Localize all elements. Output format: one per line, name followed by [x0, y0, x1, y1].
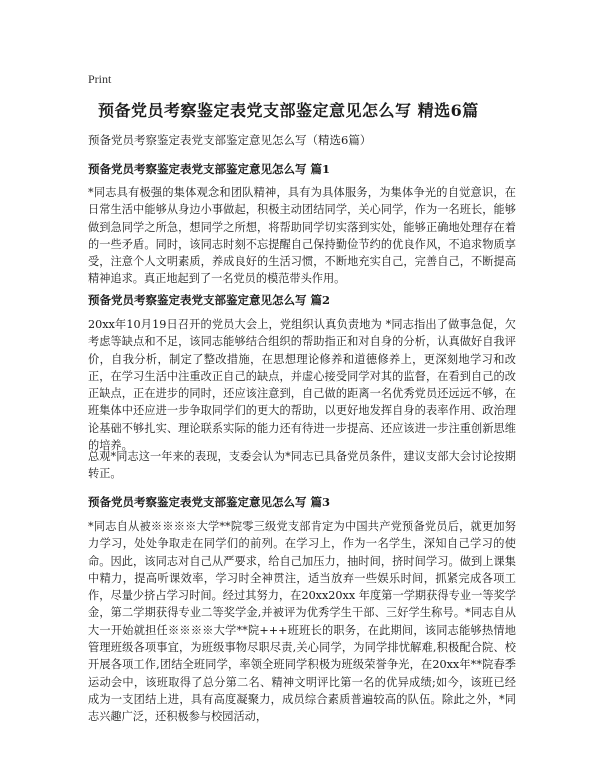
section-heading-3: 预备党员考察鉴定表党支部鉴定意见怎么写 篇3: [88, 495, 331, 509]
document-subtitle: 预备党员考察鉴定表党支部鉴定意见怎么写（精选6篇）: [88, 133, 372, 147]
section-3-paragraph-1: *同志自从被※※※※大学**院零三级党支部肯定为中国共产党预备党员后，就更加努力学习，处处争取走在同学们的前列。在学习上，作为一名学生，深知自己学习的使命。因此，该同志对自己从严要求，给自己加压力，抽时间，挤时间学习。做到上课集中精力，提高听课效率，学习时全神贯注，适当放弃一些娱乐时间，抓紧完成各项工作，尽量少挤占学习时间。经过其努力，在20xx20xx 年度第一学期获得专业一等奖学金，第二学期获得专业二等奖学金,并被评为优秀学生干部、三好学生称号。*同志自从大一开始就担任※※※※大学**院+++班班长的职务，在此期间，该同志能够热情地管理班级各项事宜，为班级事物尽职尽责,关心同学，为同学排忧解难,积极配合院、校开展各项工作,团结全班同学，率领全班同学积极为班级荣誉争光，在20xx年**院春季运动会中，该班取得了总分第二名、精神文明评比第一名的优异成绩;如今，该班已经成为一支团结上进，具有高度凝聚力，成员综合素质普遍较高的队伍。除此之外，*同志兴趣广泛，还积极参与校园活动，: [88, 520, 516, 724]
section-2-paragraph-1: 20xx年10月19日召开的党员大会上，党组织认真负责地为 *同志指出了做事急促，欠考虑等缺点和不足，该同志能够结合组织的帮助指正和对自身的分析，认真做好自我评价，自我分析，制定了整改措施，在思想理论修养和道德修养上，更深刻地学习和改正，在学习生活中注重改正自己的缺点，并虚心接受同学对其的监督，在看到自己的改正缺点，正在进步的同时，还应该注意到，自己做的距离一名优秀党员还远远不够，在班集体中还应进一步争取同学们的更大的帮助，以更好地发挥自身的表率作用、政治理论基础不够扎实、理论联系实际的能力还有待进一步提高、还应该进一步注重创新思维的培养。: [88, 318, 516, 453]
section-heading-2: 预备党员考察鉴定表党支部鉴定意见怎么写 篇2: [88, 293, 331, 307]
section-1-paragraph-1: *同志具有极强的集体观念和团队精神，具有为具体服务，为集体争光的自觉意识，在日常生活中能够从身边小事做起，积极主动团结同学，关心同学，作为一名班长，能够做到急同学之所急，想同学之所想，将帮助同学切实落到实处，能够正确地处理存在着的一些矛盾。同时，该同志时刻不忘提醒自己保持勤俭节约的优良作风，不追求物质享受，注意个人文明素质，养成良好的生活习惯，不断地充实自己，完善自己，不断提高精神追求。真正地起到了一名党员的模范带头作用。: [88, 186, 516, 286]
print-link[interactable]: Print: [88, 72, 112, 86]
page-title: 预备党员考察鉴定表党支部鉴定意见怎么写 精选6篇: [98, 101, 479, 120]
section-2-paragraph-2: 总观*同志这一年来的表现，支委会认为*同志已具备党员条件，建议支部大会讨论按期转正。: [88, 450, 516, 481]
section-heading-1: 预备党员考察鉴定表党支部鉴定意见怎么写 篇1: [88, 162, 331, 176]
